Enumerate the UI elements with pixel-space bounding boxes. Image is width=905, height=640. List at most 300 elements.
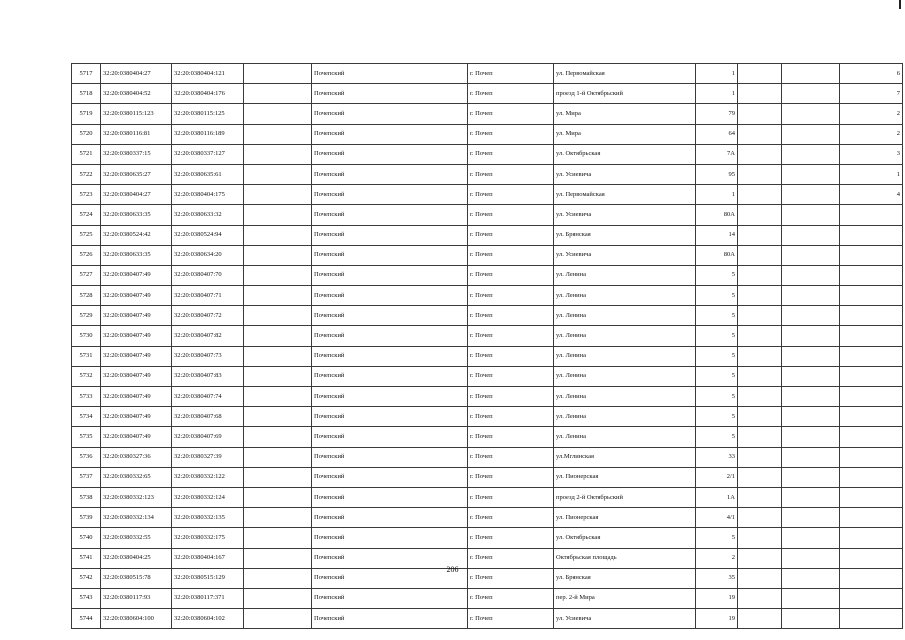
- cadastral-number-2: 32:20:0380635:61: [172, 164, 244, 184]
- street: ул.Мглинская: [554, 447, 696, 467]
- cadastral-number-2: 32:20:0380404:121: [172, 64, 244, 84]
- table-row: [72, 286, 903, 306]
- cadastral-number: 32:20:0380332:55: [101, 528, 172, 548]
- house-number: 5: [696, 366, 738, 386]
- house-number: 5: [696, 286, 738, 306]
- row-number: 5732: [72, 366, 101, 386]
- table-row: [72, 265, 903, 285]
- cadastral-number-2: 32:20:0380604:102: [172, 609, 244, 629]
- row-number: 5744: [72, 609, 101, 629]
- empty-cell: [244, 306, 312, 326]
- district: Почепский: [312, 104, 468, 124]
- house-number: 5: [696, 528, 738, 548]
- house-number: 80А: [696, 245, 738, 265]
- district: Почепский: [312, 64, 468, 84]
- cadastral-number-2: 32:20:0380116:189: [172, 124, 244, 144]
- empty-cell: [782, 205, 840, 225]
- table-row: [72, 609, 903, 629]
- cadastral-number: 32:20:0380404:27: [101, 185, 172, 205]
- cadastral-number-2: 32:20:0380332:135: [172, 508, 244, 528]
- cadastral-number: 32:20:0380404:27: [101, 64, 172, 84]
- house-number: 1: [696, 185, 738, 205]
- apartment-number: [840, 326, 903, 346]
- cadastral-number-2: 32:20:0380633:32: [172, 205, 244, 225]
- district: Почепский: [312, 124, 468, 144]
- row-number: 5720: [72, 124, 101, 144]
- house-number: 64: [696, 124, 738, 144]
- row-number: 5740: [72, 528, 101, 548]
- empty-cell: [738, 84, 782, 104]
- table-row: [72, 306, 903, 326]
- empty-cell: [244, 487, 312, 507]
- cadastral-number: 32:20:0380115:123: [101, 104, 172, 124]
- cadastral-number: 32:20:0380407:49: [101, 387, 172, 407]
- city: г. Почеп: [468, 104, 554, 124]
- cadastral-number-2: 32:20:0380407:74: [172, 387, 244, 407]
- empty-cell: [244, 124, 312, 144]
- district: Почепский: [312, 548, 468, 568]
- cadastral-number: 32:20:0380404:25: [101, 548, 172, 568]
- empty-cell: [244, 326, 312, 346]
- cadastral-number-2: 32:20:0380337:127: [172, 144, 244, 164]
- empty-cell: [782, 245, 840, 265]
- district: Почепский: [312, 245, 468, 265]
- empty-cell: [738, 245, 782, 265]
- house-number: 5: [696, 407, 738, 427]
- cadastral-number: 32:20:0380635:27: [101, 164, 172, 184]
- row-number: 5719: [72, 104, 101, 124]
- empty-cell: [782, 346, 840, 366]
- apartment-number: [840, 609, 903, 629]
- street: ул. Октябрьская: [554, 144, 696, 164]
- table-row: [72, 447, 903, 467]
- district: Почепский: [312, 265, 468, 285]
- cadastral-number-2: 32:20:0380407:72: [172, 306, 244, 326]
- apartment-number: [840, 286, 903, 306]
- apartment-number: [840, 205, 903, 225]
- empty-cell: [738, 225, 782, 245]
- table-row: [72, 528, 903, 548]
- city: г. Почеп: [468, 366, 554, 386]
- cadastral-number-2: 32:20:0380407:82: [172, 326, 244, 346]
- house-number: 33: [696, 447, 738, 467]
- row-number: 5730: [72, 326, 101, 346]
- cadastral-number: 32:20:0380633:35: [101, 205, 172, 225]
- row-number: 5725: [72, 225, 101, 245]
- city: г. Почеп: [468, 387, 554, 407]
- empty-cell: [782, 487, 840, 507]
- apartment-number: [840, 225, 903, 245]
- city: г. Почеп: [468, 144, 554, 164]
- empty-cell: [782, 84, 840, 104]
- table-row: [72, 387, 903, 407]
- empty-cell: [738, 508, 782, 528]
- cadastral-number: 32:20:0380404:52: [101, 84, 172, 104]
- house-number: 5: [696, 265, 738, 285]
- empty-cell: [738, 487, 782, 507]
- cadastral-number-2: 32:20:0380117:371: [172, 588, 244, 608]
- row-number: 5738: [72, 487, 101, 507]
- district: Почепский: [312, 346, 468, 366]
- cadastral-number-2: 32:20:0380404:167: [172, 548, 244, 568]
- street: ул. Ленина: [554, 387, 696, 407]
- table-row: [72, 245, 903, 265]
- cadastral-number-2: 32:20:0380332:122: [172, 467, 244, 487]
- empty-cell: [244, 447, 312, 467]
- table-row: [72, 144, 903, 164]
- row-number: 5741: [72, 548, 101, 568]
- cadastral-number: 32:20:0380407:49: [101, 306, 172, 326]
- apartment-number: [840, 387, 903, 407]
- empty-cell: [738, 427, 782, 447]
- empty-cell: [782, 286, 840, 306]
- street: ул. Октябрьская: [554, 528, 696, 548]
- empty-cell: [782, 508, 840, 528]
- street: ул. Ленина: [554, 346, 696, 366]
- table-row: [72, 104, 903, 124]
- cadastral-number: 32:20:0380633:35: [101, 245, 172, 265]
- district: Почепский: [312, 588, 468, 608]
- house-number: 5: [696, 346, 738, 366]
- district: Почепский: [312, 467, 468, 487]
- cadastral-number-2: 32:20:0380404:176: [172, 84, 244, 104]
- empty-cell: [244, 508, 312, 528]
- row-number: 5731: [72, 346, 101, 366]
- row-number: 5727: [72, 265, 101, 285]
- cadastral-number: 32:20:0380116:81: [101, 124, 172, 144]
- district: Почепский: [312, 326, 468, 346]
- cadastral-number-2: 32:20:0380332:175: [172, 528, 244, 548]
- table-row: [72, 427, 903, 447]
- row-number: 5735: [72, 427, 101, 447]
- row-number: 5736: [72, 447, 101, 467]
- street: ул. Брянская: [554, 568, 696, 588]
- city: г. Почеп: [468, 508, 554, 528]
- street: ул. Ленина: [554, 326, 696, 346]
- empty-cell: [244, 185, 312, 205]
- row-number: 5724: [72, 205, 101, 225]
- cadastral-number: 32:20:0380337:15: [101, 144, 172, 164]
- apartment-number: [840, 346, 903, 366]
- apartment-number: [840, 265, 903, 285]
- district: Почепский: [312, 306, 468, 326]
- empty-cell: [244, 64, 312, 84]
- cadastral-number-2: 32:20:0380634:20: [172, 245, 244, 265]
- empty-cell: [738, 366, 782, 386]
- district: Почепский: [312, 164, 468, 184]
- street: ул. Мира: [554, 104, 696, 124]
- apartment-number: 4: [840, 185, 903, 205]
- cadastral-number-2: 32:20:0380407:73: [172, 346, 244, 366]
- apartment-number: [840, 366, 903, 386]
- house-number: 2: [696, 548, 738, 568]
- empty-cell: [782, 104, 840, 124]
- empty-cell: [738, 185, 782, 205]
- empty-cell: [782, 528, 840, 548]
- street: ул. Ленина: [554, 427, 696, 447]
- empty-cell: [738, 326, 782, 346]
- register-table: [71, 63, 903, 629]
- district: Почепский: [312, 286, 468, 306]
- row-number: 5722: [72, 164, 101, 184]
- row-number: 5733: [72, 387, 101, 407]
- empty-cell: [244, 346, 312, 366]
- cadastral-number: 32:20:0380407:49: [101, 407, 172, 427]
- row-number: 5717: [72, 64, 101, 84]
- apartment-number: 7: [840, 84, 903, 104]
- city: г. Почеп: [468, 528, 554, 548]
- house-number: 95: [696, 164, 738, 184]
- city: г. Почеп: [468, 185, 554, 205]
- empty-cell: [782, 225, 840, 245]
- cadastral-number: 32:20:0380407:49: [101, 265, 172, 285]
- cadastral-number: 32:20:0380407:49: [101, 366, 172, 386]
- empty-cell: [738, 467, 782, 487]
- street: проезд 1-й Октябрьский: [554, 84, 696, 104]
- cadastral-number-2: 32:20:0380407:70: [172, 265, 244, 285]
- street: ул. Брянская: [554, 225, 696, 245]
- district: Почепский: [312, 407, 468, 427]
- apartment-number: [840, 487, 903, 507]
- house-number: 5: [696, 427, 738, 447]
- cadastral-number: 32:20:0380515:78: [101, 568, 172, 588]
- cadastral-number-2: 32:20:0380332:124: [172, 487, 244, 507]
- row-number: 5718: [72, 84, 101, 104]
- empty-cell: [738, 104, 782, 124]
- city: г. Почеп: [468, 609, 554, 629]
- house-number: 1: [696, 64, 738, 84]
- cadastral-number-2: 32:20:0380115:125: [172, 104, 244, 124]
- district: Почепский: [312, 568, 468, 588]
- empty-cell: [738, 609, 782, 629]
- house-number: 19: [696, 609, 738, 629]
- table-row: [72, 366, 903, 386]
- street: ул. Ленина: [554, 407, 696, 427]
- district: Почепский: [312, 427, 468, 447]
- cadastral-number-2: 32:20:0380524:94: [172, 225, 244, 245]
- table-row: [72, 346, 903, 366]
- empty-cell: [244, 588, 312, 608]
- empty-cell: [738, 306, 782, 326]
- empty-cell: [782, 467, 840, 487]
- cadastral-number: 32:20:0380604:100: [101, 609, 172, 629]
- city: г. Почеп: [468, 467, 554, 487]
- district: Почепский: [312, 447, 468, 467]
- empty-cell: [244, 84, 312, 104]
- district: Почепский: [312, 225, 468, 245]
- empty-cell: [244, 205, 312, 225]
- edge-mark: [899, 0, 901, 9]
- house-number: 80А: [696, 205, 738, 225]
- street: ул. Мира: [554, 124, 696, 144]
- table-row: [72, 124, 903, 144]
- row-number: 5742: [72, 568, 101, 588]
- empty-cell: [782, 387, 840, 407]
- city: г. Почеп: [468, 487, 554, 507]
- house-number: 79: [696, 104, 738, 124]
- city: г. Почеп: [468, 306, 554, 326]
- row-number: 5734: [72, 407, 101, 427]
- city: г. Почеп: [468, 225, 554, 245]
- apartment-number: [840, 508, 903, 528]
- row-number: 5729: [72, 306, 101, 326]
- cadastral-number-2: 32:20:0380515:129: [172, 568, 244, 588]
- apartment-number: 3: [840, 144, 903, 164]
- empty-cell: [782, 366, 840, 386]
- row-number: 5739: [72, 508, 101, 528]
- house-number: 1А: [696, 487, 738, 507]
- street: ул. Пионерская: [554, 467, 696, 487]
- cadastral-number: 32:20:0380332:134: [101, 508, 172, 528]
- empty-cell: [782, 407, 840, 427]
- table-row: [72, 185, 903, 205]
- empty-cell: [782, 588, 840, 608]
- apartment-number: 2: [840, 104, 903, 124]
- empty-cell: [738, 346, 782, 366]
- district: Почепский: [312, 387, 468, 407]
- empty-cell: [244, 467, 312, 487]
- table-row: [72, 407, 903, 427]
- city: г. Почеп: [468, 286, 554, 306]
- empty-cell: [244, 265, 312, 285]
- empty-cell: [738, 64, 782, 84]
- house-number: 14: [696, 225, 738, 245]
- empty-cell: [244, 387, 312, 407]
- street: ул. Ленина: [554, 366, 696, 386]
- apartment-number: 6: [840, 64, 903, 84]
- apartment-number: [840, 447, 903, 467]
- house-number: 7А: [696, 144, 738, 164]
- empty-cell: [738, 387, 782, 407]
- row-number: 5723: [72, 185, 101, 205]
- district: Почепский: [312, 205, 468, 225]
- cadastral-number: 32:20:0380407:49: [101, 346, 172, 366]
- empty-cell: [738, 144, 782, 164]
- district: Почепский: [312, 508, 468, 528]
- house-number: 5: [696, 306, 738, 326]
- city: г. Почеп: [468, 124, 554, 144]
- empty-cell: [244, 427, 312, 447]
- street: ул. Ленина: [554, 286, 696, 306]
- cadastral-number: 32:20:0380407:49: [101, 286, 172, 306]
- row-number: 5721: [72, 144, 101, 164]
- empty-cell: [782, 306, 840, 326]
- row-number: 5737: [72, 467, 101, 487]
- city: г. Почеп: [468, 84, 554, 104]
- cadastral-number-2: 32:20:0380327:39: [172, 447, 244, 467]
- empty-cell: [738, 528, 782, 548]
- apartment-number: 2: [840, 124, 903, 144]
- empty-cell: [244, 164, 312, 184]
- cadastral-number-2: 32:20:0380407:71: [172, 286, 244, 306]
- empty-cell: [244, 245, 312, 265]
- cadastral-number: 32:20:0380524:42: [101, 225, 172, 245]
- table-row: [72, 164, 903, 184]
- empty-cell: [738, 124, 782, 144]
- empty-cell: [244, 104, 312, 124]
- city: г. Почеп: [468, 245, 554, 265]
- city: г. Почеп: [468, 326, 554, 346]
- city: г. Почеп: [468, 205, 554, 225]
- cadastral-number: 32:20:0380407:49: [101, 326, 172, 346]
- district: Почепский: [312, 84, 468, 104]
- table-row: [72, 467, 903, 487]
- apartment-number: [840, 306, 903, 326]
- empty-cell: [782, 144, 840, 164]
- empty-cell: [782, 164, 840, 184]
- empty-cell: [782, 609, 840, 629]
- house-number: 5: [696, 326, 738, 346]
- empty-cell: [782, 124, 840, 144]
- city: г. Почеп: [468, 407, 554, 427]
- empty-cell: [244, 286, 312, 306]
- empty-cell: [738, 588, 782, 608]
- street: ул. Ленина: [554, 265, 696, 285]
- cadastral-number-2: 32:20:0380407:68: [172, 407, 244, 427]
- empty-cell: [244, 528, 312, 548]
- cadastral-number-2: 32:20:0380407:83: [172, 366, 244, 386]
- empty-cell: [782, 185, 840, 205]
- district: Почепский: [312, 144, 468, 164]
- table-row: [72, 588, 903, 608]
- apartment-number: [840, 528, 903, 548]
- page-number: 206: [446, 565, 459, 574]
- empty-cell: [244, 407, 312, 427]
- city: г. Почеп: [468, 64, 554, 84]
- city: г. Почеп: [468, 447, 554, 467]
- city: г. Почеп: [468, 427, 554, 447]
- table-row: [72, 508, 903, 528]
- street: Октябрьская площадь: [554, 548, 696, 568]
- house-number: 19: [696, 588, 738, 608]
- house-number: 2/1: [696, 467, 738, 487]
- empty-cell: [782, 427, 840, 447]
- table-row: [72, 487, 903, 507]
- street: ул. Пионерская: [554, 508, 696, 528]
- row-number: 5743: [72, 588, 101, 608]
- empty-cell: [244, 144, 312, 164]
- empty-cell: [738, 407, 782, 427]
- cadastral-number: 32:20:0380117:93: [101, 588, 172, 608]
- empty-cell: [782, 447, 840, 467]
- apartment-number: [840, 467, 903, 487]
- empty-cell: [782, 326, 840, 346]
- house-number: 4/1: [696, 508, 738, 528]
- district: Почепский: [312, 366, 468, 386]
- city: г. Почеп: [468, 548, 554, 568]
- city: г. Почеп: [468, 588, 554, 608]
- apartment-number: 1: [840, 164, 903, 184]
- empty-cell: [738, 205, 782, 225]
- house-number: 1: [696, 84, 738, 104]
- table-body: [72, 64, 903, 629]
- street: ул. Усиевича: [554, 164, 696, 184]
- city: г. Почеп: [468, 568, 554, 588]
- empty-cell: [244, 609, 312, 629]
- cadastral-number: 32:20:0380332:65: [101, 467, 172, 487]
- district: Почепский: [312, 185, 468, 205]
- empty-cell: [738, 164, 782, 184]
- street: ул. Усиевича: [554, 609, 696, 629]
- house-number: 5: [696, 387, 738, 407]
- district: Почепский: [312, 528, 468, 548]
- cadastral-number: 32:20:0380327:36: [101, 447, 172, 467]
- city: г. Почеп: [468, 164, 554, 184]
- table-row: [72, 225, 903, 245]
- empty-cell: [244, 225, 312, 245]
- empty-cell: [738, 286, 782, 306]
- street: проезд 2-й Октябрьский: [554, 487, 696, 507]
